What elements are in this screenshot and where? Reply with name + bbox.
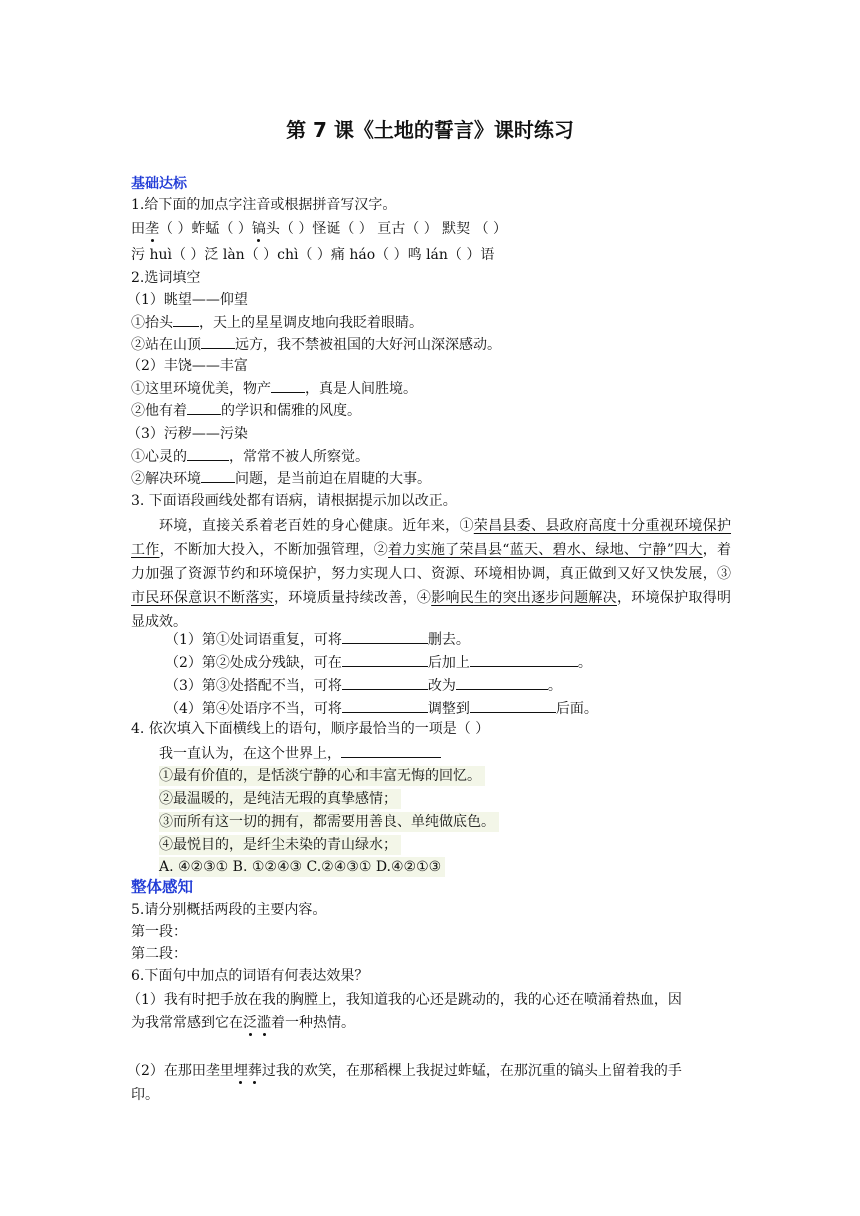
section-heading-basic: 基础达标: [131, 176, 187, 192]
q4-choices: A. ④②③① B. ①②④③ C.②④③① D.④②①③: [159, 857, 445, 877]
q6-sentence-1-line-2: 为我常常感到它在泛滥着一种热情。: [131, 1015, 355, 1031]
answer-blank[interactable]: [187, 446, 229, 461]
q5-answer-second: 第二段：: [131, 946, 187, 962]
answer-blank[interactable]: [470, 698, 556, 713]
q4-option-3: ③而所有这一切的拥有，都需要用善良、单纯做底色。: [159, 812, 499, 832]
q3-passage: 环境，直接关系着老百姓的身心健康。近年来，①荣昌县委、县政府高度十分重视环境保护工作，不断加大投入，不断加强管理，②着力实施了荣昌县“蓝天、碧水、绿地、宁静”四大，着力加强了资源节约和环境保护，努力实现人口、资源、环境相协调，真正做到又好又快发展，③市民环保意识不断落实，环境质量持续改善，④影响民生的突出逐步问题解决，环境保护取得明显成效。: [131, 518, 732, 630]
answer-blank[interactable]: [342, 652, 428, 667]
q2-item: ②他有着 的学识和儒雅的风度。: [131, 400, 361, 421]
q2-item: ①这里环境优美，物产 ，真是人间胜境。: [131, 378, 417, 399]
q2-group-2: （2）丰饶——丰富: [127, 358, 248, 374]
q3-answer-3: （3）第③处搭配不当，可将 改为 。: [165, 675, 562, 696]
answer-blank[interactable]: [271, 378, 305, 393]
answer-blank[interactable]: [187, 400, 221, 415]
answer-blank[interactable]: [201, 334, 235, 349]
q4-option-2: ②最温暖的，是纯洁无瑕的真挚感情；: [159, 789, 401, 809]
answer-blank[interactable]: [470, 652, 578, 667]
q6-sentence-2-line-1: （2）在那田垄里埋葬过我的欢笑，在那稻棵上我捉过蚱蜢，在那沉重的镐头上留着我的手: [127, 1063, 682, 1079]
q2-item: ①心灵的 ，常常不被人所察觉。: [131, 446, 369, 467]
question-1-row-1: 田垄（ ）蚱蜢（ ）镐头（ ）怪诞（ ） 亘古（ ） 默契 （ ）: [131, 221, 508, 237]
answer-blank[interactable]: [342, 629, 428, 644]
question-4-stem: 4. 依次填入下面横线上的语句，顺序最恰当的一项是（ ）: [131, 721, 490, 737]
q3-answer-4: （4）第④处语序不当，可将 调整到 后面。: [165, 698, 598, 719]
answer-blank[interactable]: [201, 468, 235, 483]
question-6-stem: 6.下面句中加点的词语有何表达效果？: [131, 968, 369, 984]
answer-blank[interactable]: [456, 675, 548, 690]
q4-option-4: ④最悦目的，是纤尘未染的青山绿水；: [159, 835, 401, 855]
page-title: 第 7 课《土地的誓言》课时练习: [286, 118, 574, 142]
question-1-row-2: 污 huì（ ）泛 làn（ ）chì（ ）痛 háo（ ）鸣 lán（ ）语: [131, 247, 495, 263]
section-heading-overall: 整体感知: [131, 878, 194, 896]
q6-sentence-1-line-1: （1）我有时把手放在我的胸膛上，我知道我的心还是跳动的，我的心还在喷涌着热血，因: [127, 992, 682, 1008]
q6-sentence-2-line-2: 印。: [131, 1087, 159, 1103]
q2-group-3: （3）污秽——污染: [127, 426, 248, 442]
question-2-stem: 2.选词填空: [131, 270, 201, 286]
answer-blank[interactable]: [341, 743, 441, 758]
answer-blank[interactable]: [342, 698, 428, 713]
question-1-stem: 1.给下面的加点字注音或根据拼音写汉字。: [131, 197, 397, 213]
q4-option-1: ①最有价值的，是恬淡宁静的心和丰富无悔的回忆。: [159, 766, 485, 786]
q2-group-1: （1）眺望——仰望: [127, 292, 248, 308]
question-3-stem: 3. 下面语段画线处都有语病，请根据提示加以改正。: [131, 493, 457, 509]
q4-lead: 我一直认为，在这个世界上，: [159, 743, 441, 764]
answer-blank[interactable]: [173, 312, 199, 327]
q2-item: ①抬头 ，天上的星星调皮地向我眨着眼睛。: [131, 312, 423, 333]
answer-blank[interactable]: [342, 675, 428, 690]
q5-answer-first: 第一段：: [131, 924, 187, 940]
q2-item: ②站在山顶 远方，我不禁被祖国的大好河山深深感动。: [131, 334, 501, 355]
q3-answer-1: （1）第①处词语重复，可将 删去。: [165, 629, 470, 650]
q3-answer-2: （2）第②处成分残缺，可在 后加上 。: [165, 652, 592, 673]
q2-item: ②解决环境 问题，是当前迫在眉睫的大事。: [131, 468, 431, 489]
question-5-stem: 5.请分别概括两段的主要内容。: [131, 902, 327, 918]
